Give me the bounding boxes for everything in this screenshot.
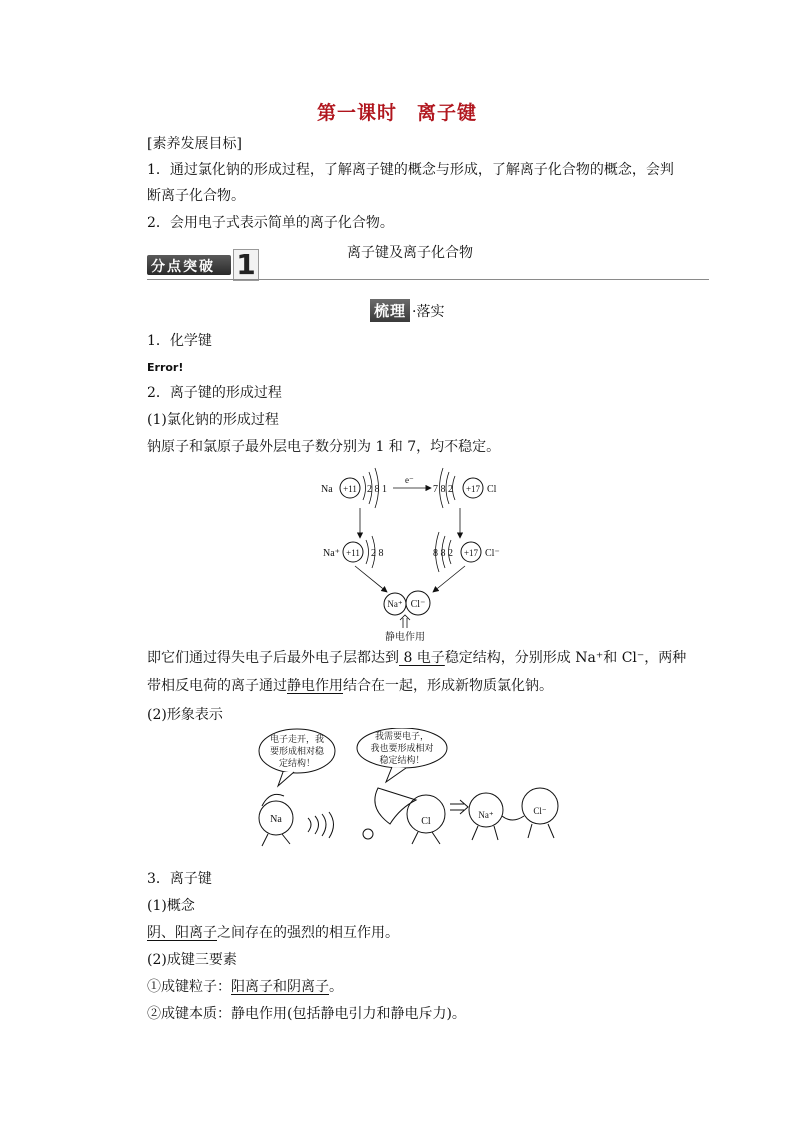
- bubble-1-tail: [278, 772, 294, 786]
- goal-2: 2．会用电子式表示简单的离子化合物。: [147, 215, 394, 231]
- section-banner: [147, 248, 257, 281]
- na-ion-character-label: Na⁺: [478, 810, 494, 820]
- goal-1-line-2: 断离子化合物。: [147, 188, 245, 204]
- bond-arrow-head: [400, 615, 410, 620]
- holding-hands: [502, 816, 524, 820]
- section-divider: [147, 279, 709, 280]
- cl-legs: [412, 832, 440, 844]
- heading-ionic-bond: 3．离子键: [147, 871, 212, 887]
- bonding-particles: [147, 977, 343, 997]
- subheading-concept: (1)概念: [147, 898, 195, 914]
- bubble-1-line-3: 定结构！: [278, 758, 316, 768]
- p3-part-b: 结合在一起，形成新物质氯化钠。: [343, 678, 553, 694]
- na-ion-shells: 2 8: [371, 548, 384, 559]
- paragraph-stable-line-1: [147, 648, 686, 668]
- concept-underline: 阴、阳离子: [147, 925, 217, 941]
- goal-1-line-1: 1．通过氯化钠的形成过程，了解离子键的概念与形成，了解离子化合物的概念，会判: [147, 162, 674, 178]
- cl-ion-label: Cl⁻: [485, 548, 500, 559]
- tag-rest: ·落实: [412, 303, 445, 320]
- p3-underline-electrostatic: 静电作用: [287, 678, 343, 694]
- heading-ionic-formation: 2．离子键的形成过程: [147, 385, 282, 401]
- p2-part-a: 即它们通过得失电子后最外电子层都达到: [147, 650, 399, 666]
- na-character-label: Na: [270, 814, 282, 825]
- tag-box: 梳理: [370, 299, 410, 322]
- na-ion-arrow: [355, 566, 387, 592]
- page-title: 第一课时 离子键: [316, 102, 477, 124]
- electron-label: e⁻: [405, 475, 414, 485]
- cl-ion-nucleus: +17: [463, 548, 479, 558]
- error-text: Error!: [147, 361, 184, 374]
- cl-ion-arrow: [433, 566, 465, 592]
- p2-part-b: 稳定结构，分别形成 Na⁺和 Cl⁻，两种: [444, 650, 687, 666]
- subheading-three-elements: (2)成键三要素: [147, 952, 237, 968]
- particle-end: 。: [329, 979, 343, 995]
- double-arrow: [450, 800, 468, 814]
- pair-cl-label: Cl⁻: [410, 599, 426, 610]
- section-tag: [370, 299, 444, 321]
- bubble-2-tail: [386, 767, 406, 782]
- na-nucleus: +11: [343, 484, 357, 494]
- particle-underline: 阳离子和阴离子: [231, 979, 329, 995]
- bond-label: 静电作用: [385, 632, 425, 643]
- bubble-1-line-1: 电子走开，我: [269, 734, 325, 744]
- cl-character-label: Cl: [421, 816, 431, 827]
- subheading-image: (2)形象表示: [147, 707, 223, 723]
- banner-label: 分点突破: [151, 259, 215, 275]
- cartoon-illustration: [250, 728, 560, 850]
- na-legs: [262, 834, 290, 846]
- concept-text: [147, 923, 399, 943]
- p3-part-a: 带相反电荷的离子通过: [147, 678, 287, 694]
- cl-ion-character-label: Cl⁻: [533, 806, 547, 816]
- cl-shells: 7 8 2: [433, 484, 453, 495]
- ion-legs: [472, 824, 554, 840]
- bubble-2-line-2: 我也要形成相对: [370, 743, 434, 753]
- cl-fin: [375, 788, 416, 824]
- concept-rest: 之间存在的强烈的相互作用。: [217, 925, 399, 941]
- bubble-2-line-3: 稳定结构！: [379, 755, 425, 765]
- subheading-nacl: (1)氯化钠的形成过程: [147, 412, 279, 428]
- na-shells: 2 8 1: [367, 484, 387, 495]
- heading-chemical-bond: 1．化学键: [147, 333, 212, 349]
- bubble-1-line-2: 要形成相对稳: [269, 746, 325, 756]
- cl-atom-label: Cl: [487, 484, 497, 495]
- paragraph-electrons: 钠原子和氯原子最外层电子数分别为 1 和 7，均不稳定。: [147, 439, 501, 455]
- paragraph-stable-line-2: [147, 676, 553, 696]
- cl-ion-shells: 8 8 2: [433, 548, 453, 559]
- nacl-formation-diagram: [315, 464, 515, 644]
- cl-nucleus: +17: [465, 484, 481, 494]
- motion-lines: [308, 812, 334, 838]
- particle-label: ①成键粒子：: [147, 979, 231, 995]
- na-ion-label: Na⁺: [323, 548, 340, 559]
- banner-number: 1: [233, 249, 259, 281]
- electron-character: [363, 829, 373, 839]
- bonding-nature: ②成键本质：静电作用(包括静电引力和静电斥力)。: [147, 1006, 466, 1022]
- na-atom-label: Na: [321, 484, 333, 495]
- bubble-2-line-1: 我需要电子，: [374, 731, 430, 741]
- goals-heading: [素养发展目标]: [147, 136, 242, 152]
- p2-underline-8e: 8 电子: [399, 650, 445, 666]
- cl-character: [407, 795, 445, 833]
- section-heading: 离子键及离子化合物: [347, 245, 473, 261]
- na-ion-nucleus: +11: [346, 548, 360, 558]
- pair-na-label: Na⁺: [387, 599, 403, 609]
